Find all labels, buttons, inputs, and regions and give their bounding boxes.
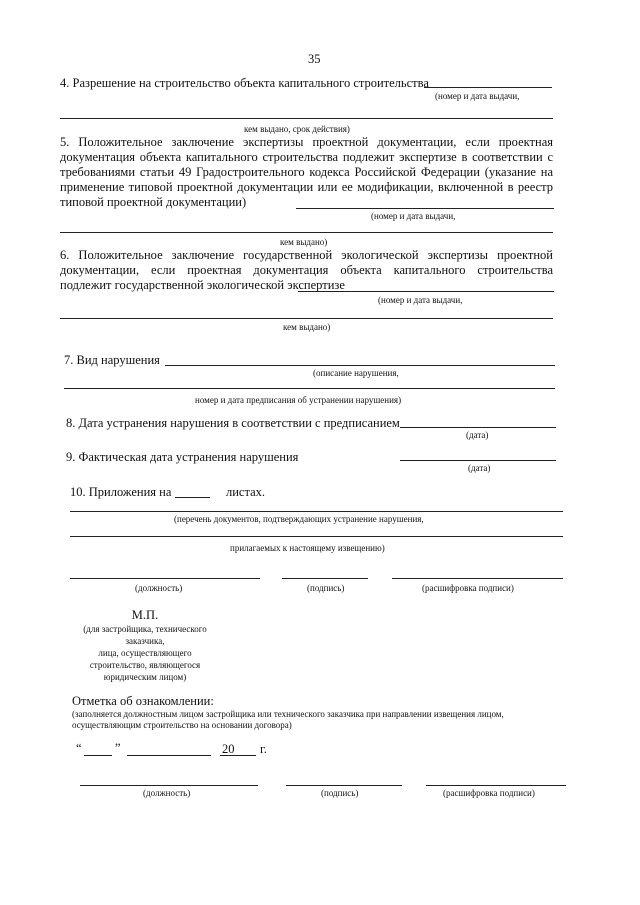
ack-position-field[interactable] <box>80 785 258 786</box>
section-5-field-line[interactable] <box>296 208 554 209</box>
section-6-hint-2: кем выдано) <box>283 322 331 332</box>
ack-signature-field[interactable] <box>286 785 402 786</box>
attachments-field[interactable] <box>70 511 563 512</box>
signature-decoding-field[interactable] <box>392 578 563 579</box>
section-5-hint-1: (номер и дата выдачи, <box>371 211 456 221</box>
section-4-label: 4. Разрешение на строительство объекта капитального строительства <box>60 76 429 90</box>
signature-hint: (подпись) <box>307 583 345 593</box>
section-5-text: 5. Положительное заключение экспертизы проектной документации, если проектная документация объекта капитального строительства подлежит экспертизе в соответствии с требованиями статьи 49 Градостроительного кодекса Российской Федерации (указание на применение типовой проектной документации или ее модификации, включенной в реестр типовой проектной документации) <box>60 135 553 209</box>
section-10-hint-2: прилагаемых к настоящему извещению) <box>230 543 385 553</box>
section-7-label: 7. Вид нарушения <box>64 353 160 367</box>
violation-type-field[interactable] <box>165 365 555 366</box>
ack-year-field[interactable] <box>220 755 256 756</box>
year-prefix: 20 <box>222 742 235 756</box>
signature-decoding-hint: (расшифровка подписи) <box>422 583 514 593</box>
ack-position-hint: (должность) <box>143 788 191 798</box>
stamp-mp: М.П. <box>131 608 159 622</box>
section-9-hint: (дата) <box>468 463 491 473</box>
section-4-hint-2: кем выдано, срок действия) <box>244 124 350 134</box>
date-quote-close: ” <box>115 741 121 755</box>
section-6-hint-1: (номер и дата выдачи, <box>378 295 463 305</box>
ack-title: Отметка об ознакомлении: <box>72 694 214 708</box>
section-5-field-line-2[interactable] <box>60 232 553 233</box>
year-suffix: г. <box>260 742 267 756</box>
stamp-note-line: лица, осуществляющего <box>98 648 192 658</box>
ack-decoding-field[interactable] <box>426 785 566 786</box>
section-8-hint: (дата) <box>466 430 489 440</box>
stamp-note-line: юридическим лицом) <box>103 672 187 682</box>
violation-type-field-2[interactable] <box>64 388 555 389</box>
stamp-note-line: строительство, являющегося <box>89 660 201 670</box>
stamp-note-line: (для застройщика, технического <box>83 624 207 634</box>
section-6-field-line[interactable] <box>298 291 554 292</box>
page-number: 35 <box>308 52 321 66</box>
ack-month-field[interactable] <box>127 755 211 756</box>
section-9-label: 9. Фактическая дата устранения нарушения <box>66 450 299 464</box>
position-hint: (должность) <box>135 583 183 593</box>
stamp-note <box>60 623 230 683</box>
sheets-count-field[interactable] <box>175 497 210 498</box>
section-4-field-line[interactable] <box>424 87 552 88</box>
ack-signature-hint: (подпись) <box>321 788 359 798</box>
position-field[interactable] <box>70 578 260 579</box>
section-10-prefix: 10. Приложения на <box>70 485 172 499</box>
section-10-hint-1: (перечень документов, подтверждающих устранение нарушения, <box>174 514 424 524</box>
ack-note-1: (заполняется должностным лицом застройщика или технического заказчика при направлении извещения лицом, <box>72 709 504 719</box>
section-6-text: 6. Положительное заключение государственной экологической экспертизы проектной документации, если проектная документация объекта капитального строительства подлежит государственной экологической экспертизе <box>60 248 553 292</box>
ack-decoding-hint: (расшифровка подписи) <box>443 788 535 798</box>
section-4-hint-1: (номер и дата выдачи, <box>435 91 520 101</box>
section-7-hint-2: номер и дата предписания об устранении нарушения) <box>195 395 402 405</box>
ack-day-field[interactable] <box>84 755 112 756</box>
date-quote-open: “ <box>76 741 82 755</box>
section-6-field-line-2[interactable] <box>60 318 553 319</box>
stamp-note-line: заказчика, <box>125 636 165 646</box>
ack-note-2: осуществляющим строительство на основании договора) <box>72 720 292 730</box>
attachments-field-2[interactable] <box>70 536 563 537</box>
section-5-hint-2: кем выдано) <box>280 237 328 247</box>
section-10-suffix: листах. <box>226 485 266 499</box>
section-7-hint-1: (описание нарушения, <box>313 368 399 378</box>
planned-fix-date-field[interactable] <box>400 427 556 428</box>
signature-field[interactable] <box>282 578 368 579</box>
section-4-field-line-2[interactable] <box>60 118 553 119</box>
actual-fix-date-field[interactable] <box>400 460 556 461</box>
section-8-label: 8. Дата устранения нарушения в соответствии с предписанием <box>66 416 400 430</box>
